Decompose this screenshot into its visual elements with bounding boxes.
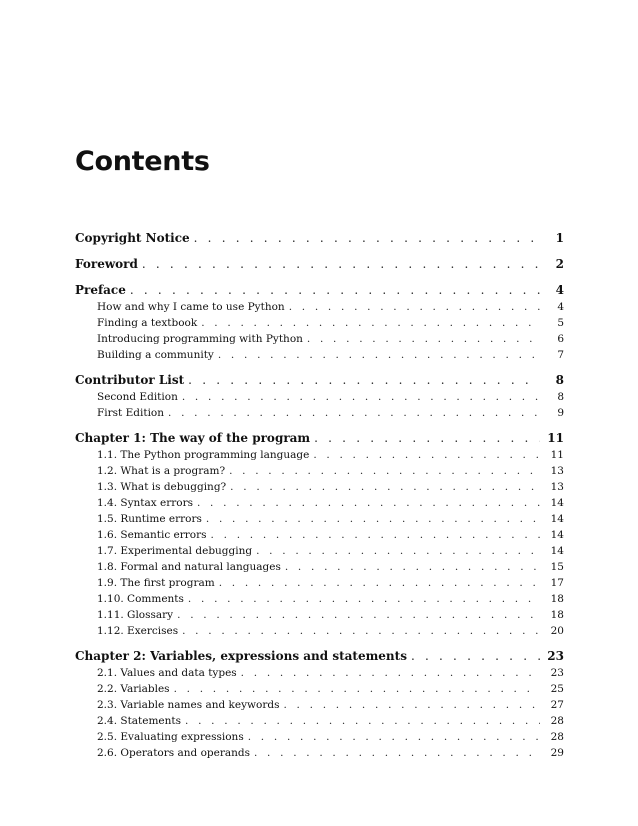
- toc-page-number: 8: [557, 391, 564, 403]
- dot-leader: [313, 447, 540, 463]
- toc-entry[interactable]: [75, 647, 564, 665]
- toc-subentry[interactable]: [75, 607, 564, 623]
- dot-leader: [174, 681, 540, 697]
- toc-subentry[interactable]: [75, 405, 564, 421]
- toc-page-number: 15: [550, 561, 564, 573]
- toc-entry-label: 1.11. Glossary: [97, 609, 174, 621]
- toc-page-number: 25: [550, 683, 564, 695]
- toc-page-number: 9: [557, 407, 564, 419]
- dot-leader: [194, 229, 540, 247]
- toc-subentry[interactable]: [75, 331, 564, 347]
- dot-leader: [142, 255, 540, 273]
- dot-leader: [218, 347, 540, 363]
- toc-entry[interactable]: [75, 229, 564, 247]
- toc-subentry[interactable]: [75, 527, 564, 543]
- dot-leader: [285, 559, 540, 575]
- toc-section: [75, 429, 564, 639]
- toc-entry-label: How and why I came to use Python: [97, 301, 285, 313]
- toc-page-number: 8: [555, 373, 564, 387]
- toc-subentry[interactable]: [75, 347, 564, 363]
- toc-subentry[interactable]: [75, 575, 564, 591]
- toc-entry-label: 2.2. Variables: [97, 683, 170, 695]
- toc-page-number: 11: [547, 431, 564, 445]
- toc-entry-label: Building a community: [97, 349, 214, 361]
- toc-subentry[interactable]: [75, 713, 564, 729]
- toc-entry[interactable]: [75, 281, 564, 299]
- toc-entry-label: 1.6. Semantic errors: [97, 529, 207, 541]
- toc-entry-label: 1.8. Formal and natural languages: [97, 561, 281, 573]
- toc-entry-label: 1.4. Syntax errors: [97, 497, 193, 509]
- toc-entry-label: 1.10. Comments: [97, 593, 184, 605]
- toc-entry[interactable]: [75, 429, 564, 447]
- toc-section: [75, 647, 564, 761]
- toc-subentry[interactable]: [75, 623, 564, 639]
- toc-page-number: 17: [550, 577, 564, 589]
- dot-leader: [289, 299, 540, 315]
- toc-entry-label: Preface: [75, 283, 126, 297]
- dot-leader: [283, 697, 540, 713]
- toc-entry-label: First Edition: [97, 407, 165, 419]
- toc-subentry[interactable]: [75, 665, 564, 681]
- toc-page-number: 18: [550, 593, 564, 605]
- dot-leader: [182, 389, 540, 405]
- toc-entry-label: Foreword: [75, 257, 138, 271]
- toc-entry-label: 1.9. The first program: [97, 577, 215, 589]
- toc-entry-label: 1.3. What is debugging?: [97, 481, 227, 493]
- toc-page-number: 7: [557, 349, 564, 361]
- dot-leader: [201, 315, 540, 331]
- dot-leader: [188, 371, 540, 389]
- toc-subentry[interactable]: [75, 697, 564, 713]
- dot-leader: [177, 607, 540, 623]
- toc-subentry[interactable]: [75, 543, 564, 559]
- dot-leader: [248, 729, 540, 745]
- toc-page-number: 1: [555, 231, 564, 245]
- dot-leader: [230, 479, 540, 495]
- toc-subentry[interactable]: [75, 745, 564, 761]
- toc-page-number: 20: [550, 625, 564, 637]
- dot-leader: [197, 495, 540, 511]
- toc-page-number: 28: [550, 731, 564, 743]
- toc-subentry[interactable]: [75, 729, 564, 745]
- toc-subentry[interactable]: [75, 559, 564, 575]
- toc-page-number: 13: [550, 465, 564, 477]
- page-title: Contents: [75, 146, 210, 177]
- toc-page-number: 14: [550, 513, 564, 525]
- toc-section: [75, 371, 564, 421]
- toc-subentry[interactable]: [75, 681, 564, 697]
- toc-page-number: 29: [550, 747, 564, 759]
- toc-entry-label: Introducing programming with Python: [97, 333, 303, 345]
- toc-page-number: 23: [547, 649, 564, 663]
- dot-leader: [185, 713, 540, 729]
- toc-entry-label: 2.1. Values and data types: [97, 667, 237, 679]
- toc-entry-label: 1.1. The Python programming language: [97, 449, 310, 461]
- toc-subentry[interactable]: [75, 591, 564, 607]
- toc-entry-label: 1.12. Exercises: [97, 625, 179, 637]
- toc-entry-label: Chapter 1: The way of the program: [75, 431, 311, 445]
- toc-entry-label: 1.5. Runtime errors: [97, 513, 202, 525]
- dot-leader: [254, 745, 540, 761]
- toc-subentry[interactable]: [75, 389, 564, 405]
- toc-entry-label: 2.3. Variable names and keywords: [97, 699, 280, 711]
- toc-page-number: 11: [550, 449, 564, 461]
- toc-page-number: 23: [550, 667, 564, 679]
- toc-subentry[interactable]: [75, 479, 564, 495]
- toc-page-number: 14: [550, 545, 564, 557]
- dot-leader: [219, 575, 540, 591]
- dot-leader: [256, 543, 540, 559]
- toc-entry-label: 1.7. Experimental debugging: [97, 545, 253, 557]
- toc-subentry[interactable]: [75, 299, 564, 315]
- dot-leader: [168, 405, 540, 421]
- toc-page-number: 28: [550, 715, 564, 727]
- dot-leader: [307, 331, 540, 347]
- toc-page-number: 4: [557, 301, 564, 313]
- table-of-contents: [75, 229, 564, 769]
- toc-page-number: 4: [555, 283, 564, 297]
- toc-subentry[interactable]: [75, 315, 564, 331]
- toc-entry-label: Contributor List: [75, 373, 185, 387]
- toc-entry-label: 1.2. What is a program?: [97, 465, 226, 477]
- toc-subentry[interactable]: [75, 511, 564, 527]
- toc-page-number: 13: [550, 481, 564, 493]
- dot-leader: [206, 511, 540, 527]
- toc-entry-label: 2.4. Statements: [97, 715, 182, 727]
- toc-subentry[interactable]: [75, 495, 564, 511]
- toc-page-number: 14: [550, 529, 564, 541]
- toc-section: [75, 229, 564, 247]
- dot-leader: [229, 463, 540, 479]
- dot-leader: [241, 665, 540, 681]
- dot-leader: [211, 527, 540, 543]
- toc-page-number: 6: [557, 333, 564, 345]
- toc-entry-label: 2.6. Operators and operands: [97, 747, 250, 759]
- toc-page-number: 27: [550, 699, 564, 711]
- toc-page-number: 18: [550, 609, 564, 621]
- toc-subentry[interactable]: [75, 447, 564, 463]
- toc-entry-label: Finding a textbook: [97, 317, 198, 329]
- toc-page-number: 5: [557, 317, 564, 329]
- toc-entry[interactable]: [75, 371, 564, 389]
- dot-leader: [182, 623, 540, 639]
- toc-entry-label: 2.5. Evaluating expressions: [97, 731, 244, 743]
- toc-page-number: 14: [550, 497, 564, 509]
- dot-leader: [188, 591, 540, 607]
- toc-page-number: 2: [555, 257, 564, 271]
- toc-subentry[interactable]: [75, 463, 564, 479]
- toc-entry-label: Second Edition: [97, 391, 178, 403]
- dot-leader: [314, 429, 540, 447]
- dot-leader: [411, 647, 540, 665]
- toc-entry[interactable]: [75, 255, 564, 273]
- toc-section: [75, 281, 564, 363]
- toc-section: [75, 255, 564, 273]
- toc-entry-label: Chapter 2: Variables, expressions and statements: [75, 649, 407, 663]
- dot-leader: [130, 281, 540, 299]
- toc-entry-label: Copyright Notice: [75, 231, 190, 245]
